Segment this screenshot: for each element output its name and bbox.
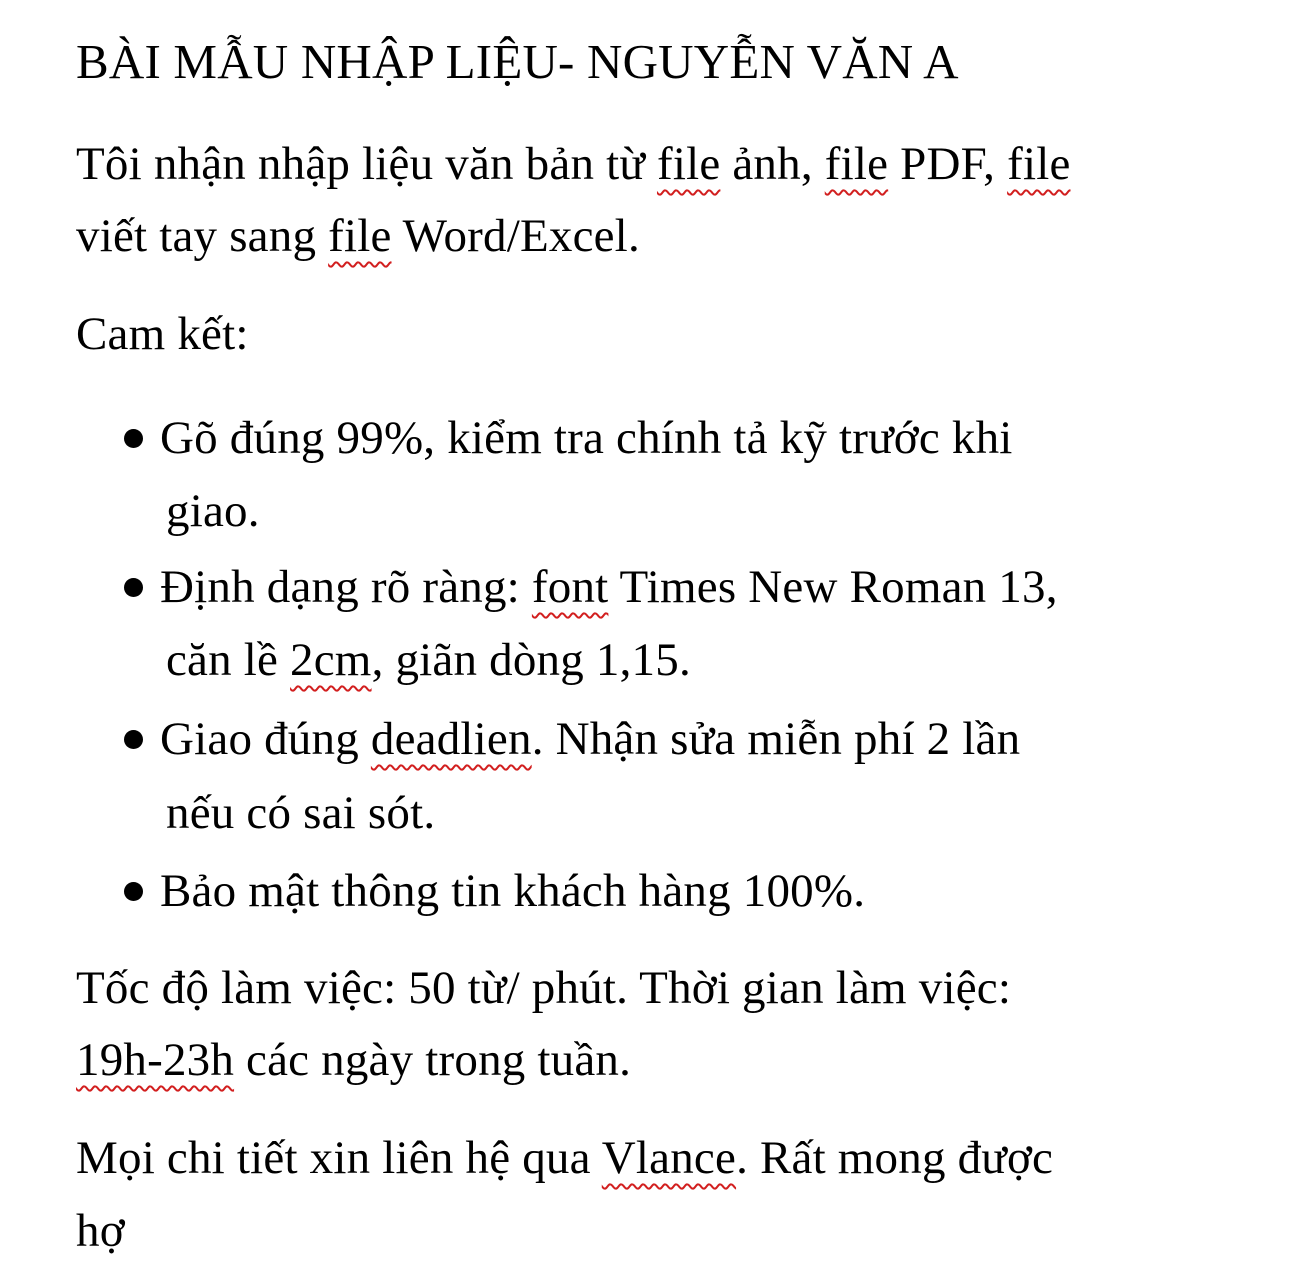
misspelled-word[interactable]: deadlien [370, 713, 532, 765]
bullet-dot-icon [124, 882, 143, 901]
misspelled-word[interactable]: Vlance [601, 1132, 737, 1184]
document-title: BÀI MẪU NHẬP LIỆU- NGUYỄN VĂN A [76, 34, 959, 89]
misspelled-word[interactable]: file [328, 210, 392, 262]
text-run: các ngày trong tuần. [234, 1034, 632, 1086]
bullet-dot-icon [124, 730, 143, 749]
text-run: . Rất mong được [736, 1132, 1054, 1184]
intro-paragraph-line-2 [76, 208, 640, 264]
text-run: PDF, [888, 138, 1008, 190]
contact-paragraph-line-1 [76, 1130, 1053, 1186]
text-run: , giãn dòng 1,15. [371, 634, 691, 686]
text-run: Times New Roman 13, [608, 561, 1058, 613]
text-run: Giao đúng [160, 713, 371, 765]
text-run: Tôi nhận nhập liệu văn bản từ [76, 138, 657, 190]
speed-paragraph-line-2 [76, 1032, 631, 1088]
speed-paragraph-line-1: Tốc độ làm việc: 50 từ/ phút. Thời gian làm việc: [76, 962, 1012, 1014]
text-run: viết tay sang [76, 210, 329, 262]
bullet-item-1-line-2: giao. [166, 485, 260, 537]
bullet-item-3-line-2: nếu có sai sót. [166, 787, 436, 839]
bullet-item-4-line-1: Bảo mật thông tin khách hàng 100%. [160, 865, 866, 917]
commitment-heading: Cam kết: [76, 308, 249, 360]
contact-paragraph-line-2: hợ [76, 1205, 125, 1257]
text-run: căn lề [166, 634, 291, 686]
text-run: Định dạng rõ ràng: [160, 561, 532, 613]
text-run: Mọi chi tiết xin liên hệ qua [76, 1132, 602, 1184]
text-run: ảnh, [720, 138, 825, 190]
misspelled-word[interactable]: file [824, 138, 889, 190]
misspelled-word[interactable]: 2cm [290, 634, 372, 686]
bullet-dot-icon [124, 578, 143, 597]
bullet-item-1-line-1: Gõ đúng 99%, kiểm tra chính tả kỹ trước khi [160, 412, 1013, 464]
intro-paragraph-line-1 [76, 136, 1071, 192]
misspelled-word[interactable]: file [1007, 138, 1071, 190]
text-run: Word/Excel. [391, 210, 640, 262]
bullet-item-2-line-1 [160, 559, 1058, 615]
bullet-item-3-line-1 [160, 711, 1020, 767]
bullet-dot-icon [124, 429, 143, 448]
misspelled-word[interactable]: 19h-23h [76, 1034, 235, 1086]
misspelled-word[interactable]: font [531, 561, 609, 613]
bullet-item-2-line-2 [166, 632, 691, 688]
misspelled-word[interactable]: file [656, 138, 721, 190]
text-run: . Nhận sửa miễn phí 2 lần [531, 713, 1021, 765]
